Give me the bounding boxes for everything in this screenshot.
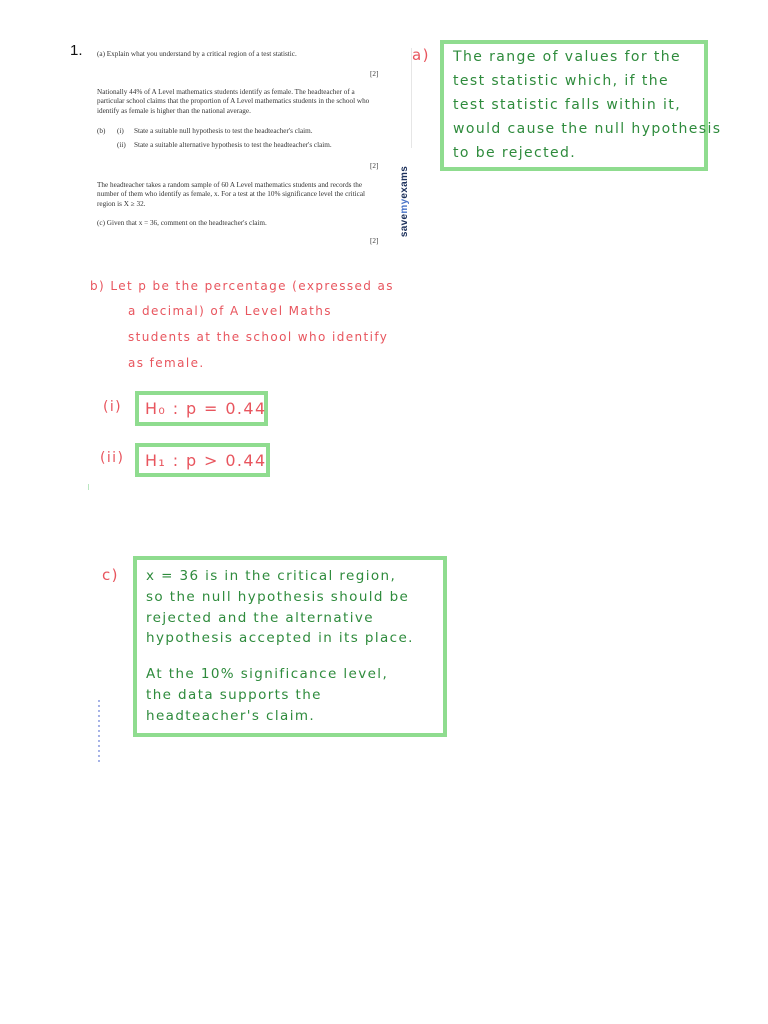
answer-b-ii-label: (ii) [100,450,125,466]
answer-c-line-3: rejected and the alternative [146,610,374,626]
scan-mark [98,700,100,762]
question-number: 1. [70,42,83,59]
answer-c-line-4: hypothesis accepted in its place. [146,630,414,646]
answer-a-box [440,40,722,171]
answer-b-ii-text: H₁ : p > 0.44 [145,451,267,470]
answer-c-label: c) [102,566,119,584]
answer-b-line-3: students at the school who identify [128,330,389,344]
brand-text: savemyexams [399,165,411,238]
question-a-text: (a) Explain what you understand by a critical region of a test statistic. [97,50,297,58]
answer-b-line-2: a decimal) of A Level Maths [128,304,332,318]
answer-c-line-7: headteacher's claim. [146,708,316,724]
sample-text: The headteacher takes a random sample of 60 A Level mathematics students and records the number of them who identify as female, x. For a test at the 10% significance level the critical region is X ≥ 32. [97,181,366,208]
question-intro: Nationally 44% of A Level mathematics students identify as female. The headteacher of a particular school claims that the proportion of A Level mathematics students in the school who identify as female is higher than the national average. [97,88,370,115]
answer-a-line-2: test statistic which, if the [453,73,670,89]
answer-b-i-text: H₀ : p = 0.44 [145,399,267,418]
marks-a: [2] [370,70,379,78]
answer-b-i-label: (i) [103,399,123,415]
answer-a-line-4: would cause the null hypothesis [453,121,722,137]
answer-c-line-5: At the 10% significance level, [146,666,389,682]
question-c-text: (c) Given that x = 36, comment on the headteacher's claim. [97,219,267,227]
question-b-ii-label: (ii) [117,141,126,149]
answer-b-line-1: b) Let p be the percentage (expressed as [90,279,394,293]
question-b-i-text: State a suitable null hypothesis to test the headteacher's claim. [134,127,313,135]
question-b-label: (b) [97,127,106,135]
scan-mark [88,484,89,490]
answer-c-box [133,556,447,737]
answer-a-line-1: The range of values for the [453,49,682,65]
marks-c: [2] [370,237,379,245]
answer-b-i-box [135,391,268,426]
answer-c-line-6: the data supports the [146,687,322,703]
answer-a-line-3: test statistic falls within it, [453,97,682,113]
marks-b: [2] [370,162,379,170]
question-b-ii-text: State a suitable alternative hypothesis to test the headteacher's claim. [134,141,332,149]
answer-c-line-1: x = 36 is in the critical region, [146,568,397,584]
answer-a-label: a) [412,46,430,64]
answer-c-line-2: so the null hypothesis should be [146,589,410,605]
answer-b-line-4: as female. [128,356,205,370]
question-b-i-label: (i) [117,127,124,135]
answer-b-ii-box [135,443,270,477]
savemyexams-logo [399,162,425,252]
answer-a-line-5: to be rejected. [453,145,577,161]
